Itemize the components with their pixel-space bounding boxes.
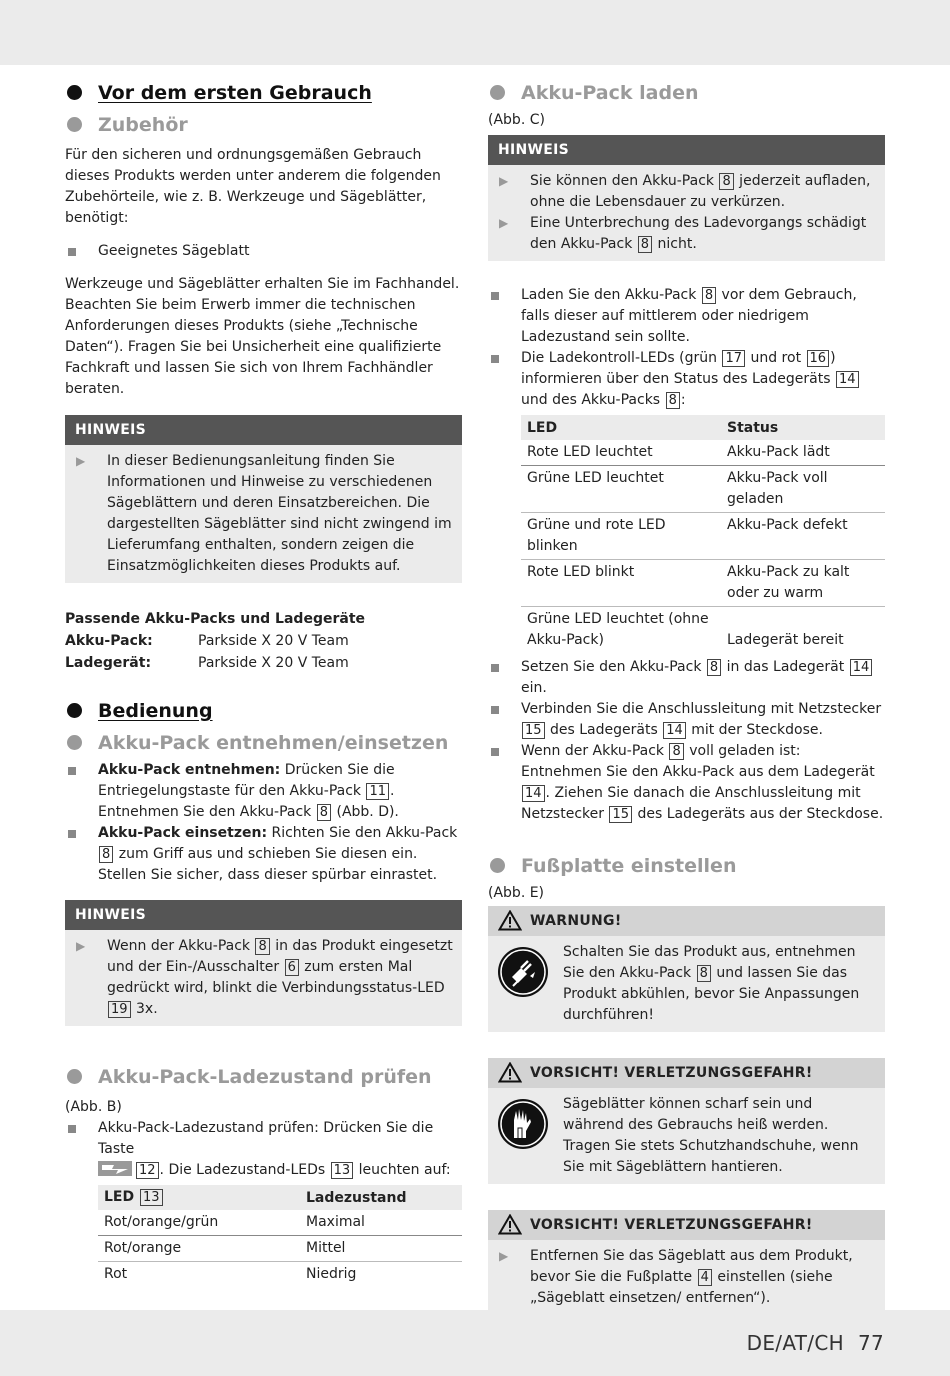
bullet-dot-icon [67, 1069, 82, 1084]
hinweis-item: ▶ Wenn der Akku-Pack 8 in das Produkt eingesetzt und der Ein-/Ausschalter 6 zum ersten Mal gedrückt wird, blinkt die Verbindungsstatus-LED 19 3x. [76, 938, 453, 1017]
abb-e: (Abb. E) [488, 885, 545, 901]
list-item-saegeblatt: Geeignetes Sägeblatt [65, 241, 462, 262]
table-row: Rote LED leuchtet Akku-Pack lädt [521, 440, 885, 466]
table-header-led: LED 13 [98, 1185, 300, 1210]
table-header-status: Status [721, 415, 885, 440]
arrow-right-icon: ▶ [499, 174, 509, 188]
bullet-dot-icon [490, 858, 505, 873]
warnung-header: WARNUNG! [488, 906, 885, 936]
abb-c: (Abb. C) [488, 112, 545, 128]
heading-fussplatte: Fußplatte einstellen [488, 851, 885, 881]
hinweis-box-2 [65, 900, 462, 1026]
bullet-dot-icon [67, 85, 82, 100]
heading-ladezustand-pruefen: Akku-Pack-Ladezustand prüfen [65, 1062, 462, 1092]
vorsicht-item: ▶ Entfernen Sie das Sägeblatt aus dem Produkt, bevor Sie die Fußplatte 4 einstellen (siehe „Sägeblatt einsetzen/ entfernen“). [499, 1248, 853, 1306]
vorsicht-header: VORSICHT! VERLETZUNGSGEFAHR! [488, 1210, 885, 1240]
passende-title: Passende Akku-Packs und Ladegeräte [65, 611, 366, 627]
hinweis-title: HINWEIS [65, 900, 462, 930]
bullet-dot-icon [67, 735, 82, 750]
table-header-ladezustand: Ladezustand [300, 1185, 462, 1210]
arrow-right-icon: ▶ [499, 1249, 509, 1263]
abb-b: (Abb. B) [65, 1099, 122, 1115]
list-item-pruefen: Akku-Pack-Ladezustand prüfen: Drücken Sie die Taste 12 . Die Ladezustand-LEDs 13 leuchten auf: [65, 1118, 462, 1181]
heading-entnehmen-einsetzen: Akku-Pack entnehmen/einsetzen [65, 728, 462, 758]
paragraph-werkzeuge: Werkzeuge und Sägeblätter erhalten Sie im Fachhandel. Beachten Sie beim Erwerb immer die technischen Anforderungen dieses Produkts (siehe „Technische Daten“). Fragen Sie bei Unsicherheit eine qualifizierte Fachkraft und lassen Sie sich von Ihrem Fachhändler beraten. [65, 276, 460, 397]
heading-vor-dem-ersten-gebrauch: Vor dem ersten Gebrauch [65, 78, 462, 108]
warning-triangle-icon [498, 1062, 522, 1083]
bullet-dot-icon [490, 85, 505, 100]
spec-akku-pack: Akku-Pack: Parkside X 20 V Team [65, 633, 349, 649]
hinweis-item: ▶ Sie können den Akku-Pack 8 jederzeit aufladen, ohne die Lebensdauer zu verkürzen. [499, 173, 871, 210]
vorsicht-box-1 [488, 1058, 885, 1184]
hinweis-box-3 [488, 135, 885, 261]
spec-ladegeraet: Ladegerät: Parkside X 20 V Team [65, 655, 349, 671]
heading-bedienung: Bedienung [65, 696, 462, 726]
warning-triangle-icon [498, 1214, 522, 1235]
list-item-setzen: Setzen Sie den Akku-Pack 8 in das Ladegerät 14 ein. [488, 657, 885, 699]
table-row: Grüne LED leuchtet (ohne Akku-Pack) Ladegerät bereit [527, 611, 844, 648]
bullet-dot-icon [67, 117, 82, 132]
arrow-right-icon: ▶ [76, 939, 86, 953]
table-led-status [521, 415, 885, 653]
page-footer [747, 1331, 884, 1355]
table-ladezustand [98, 1185, 462, 1287]
table-row: Rot/orange Mittel [98, 1236, 462, 1262]
list-item-wenn-geladen: Wenn der Akku-Pack 8 voll geladen ist: Entnehmen Sie den Akku-Pack aus dem Ladegerät 14 . Ziehen Sie danach die Anschlussleitung mit Netzstecker 15 des Ladegeräts aus der Steckdose. [488, 741, 885, 825]
protective-gloves-icon [497, 1098, 549, 1150]
charge-state-button-icon [98, 1161, 132, 1176]
list-item-einsetzen: Akku-Pack einsetzen: Richten Sie den Akku-Pack 8 zum Griff aus und schieben Sie diesen ein. Stellen Sie sicher, dass dieser spürbar einrastet. [65, 823, 462, 886]
table-header-led: LED [521, 415, 721, 440]
left-column [65, 78, 462, 1287]
hinweis-title: HINWEIS [488, 135, 885, 165]
heading-zubehoer: Zubehör [65, 110, 462, 140]
region-label: DE/AT/CH [746, 1331, 844, 1355]
right-column [488, 78, 885, 1357]
warnung-text: Schalten Sie das Produkt aus, entnehmen Sie den Akku-Pack 8 und lassen Sie das Produkt abkühlen, bevor Sie Anpassungen durchführen! [563, 944, 860, 1023]
page-number: 77 [857, 1331, 884, 1355]
paragraph-zubehoer: Für den sicheren und ordnungsgemäßen Gebrauch dieses Produkts werden unter anderem die folgenden Zubehörteile, wie z. B. Werkzeuge und Sägeblätter, benötigt: [65, 147, 441, 226]
hinweis-title: HINWEIS [65, 415, 462, 445]
table-row: Grüne LED leuchtet Akku-Pack voll geladen [521, 466, 885, 513]
vorsicht-header: VORSICHT! VERLETZUNGSGEFAHR! [488, 1058, 885, 1088]
bullet-dot-icon [67, 703, 82, 718]
warning-triangle-icon [498, 910, 522, 931]
heading-akku-pack-laden: Akku-Pack laden [488, 78, 885, 108]
arrow-right-icon: ▶ [499, 216, 509, 230]
list-item-laden: Laden Sie den Akku-Pack 8 vor dem Gebrauch, falls dieser auf mittlerem oder niedrigem Ladezustand sein sollte. [488, 285, 885, 348]
table-row: Rot/orange/grün Maximal [98, 1210, 462, 1236]
arrow-right-icon: ▶ [76, 454, 86, 468]
table-row: Rot Niedrig [104, 1266, 357, 1282]
table-row: Grüne und rote LED blinken Akku-Pack defekt [521, 513, 885, 560]
top-band [0, 0, 950, 65]
table-row: Rote LED blinkt Akku-Pack zu kalt oder zu warm [521, 560, 885, 607]
list-item-entnehmen: Akku-Pack entnehmen: Drücken Sie die Entriegelungstaste für den Akku-Pack 11 . Entnehmen Sie den Akku-Pack 8 (Abb. D). [65, 760, 462, 823]
vorsicht-text: Sägeblätter können scharf sein und während des Gebrauchs heiß werden. Tragen Sie stets Schutzhandschuhe, wenn Sie mit Sägeblättern hantieren. [563, 1096, 859, 1175]
hinweis-item: ▶ In dieser Bedienungsanleitung finden Sie Informationen und Hinweise zu verschiedenen Sägeblättern und deren Einsatzbereichen. Die dargestellten Sägeblätter sind nicht zwingend im Lieferumfang enthalten, sondern zeigen die Einsatzmöglichkeiten dieses Produkts auf. [76, 453, 452, 574]
hinweis-box-1 [65, 415, 462, 583]
hinweis-item: ▶ Eine Unterbrechung des Ladevorgangs schädigt den Akku-Pack 8 nicht. [499, 215, 867, 252]
list-item-ladekontroll: Die Ladekontroll-LEDs (grün 17 und rot 16 ) informieren über den Status des Ladegeräts 14 und des Akku-Packs 8 : [488, 348, 885, 411]
unplug-mandatory-icon [497, 946, 549, 998]
list-item-verbinden: Verbinden Sie die Anschlussleitung mit Netzstecker 15 des Ladegeräts 14 mit der Steckdose. [488, 699, 885, 741]
warnung-box [488, 906, 885, 1032]
